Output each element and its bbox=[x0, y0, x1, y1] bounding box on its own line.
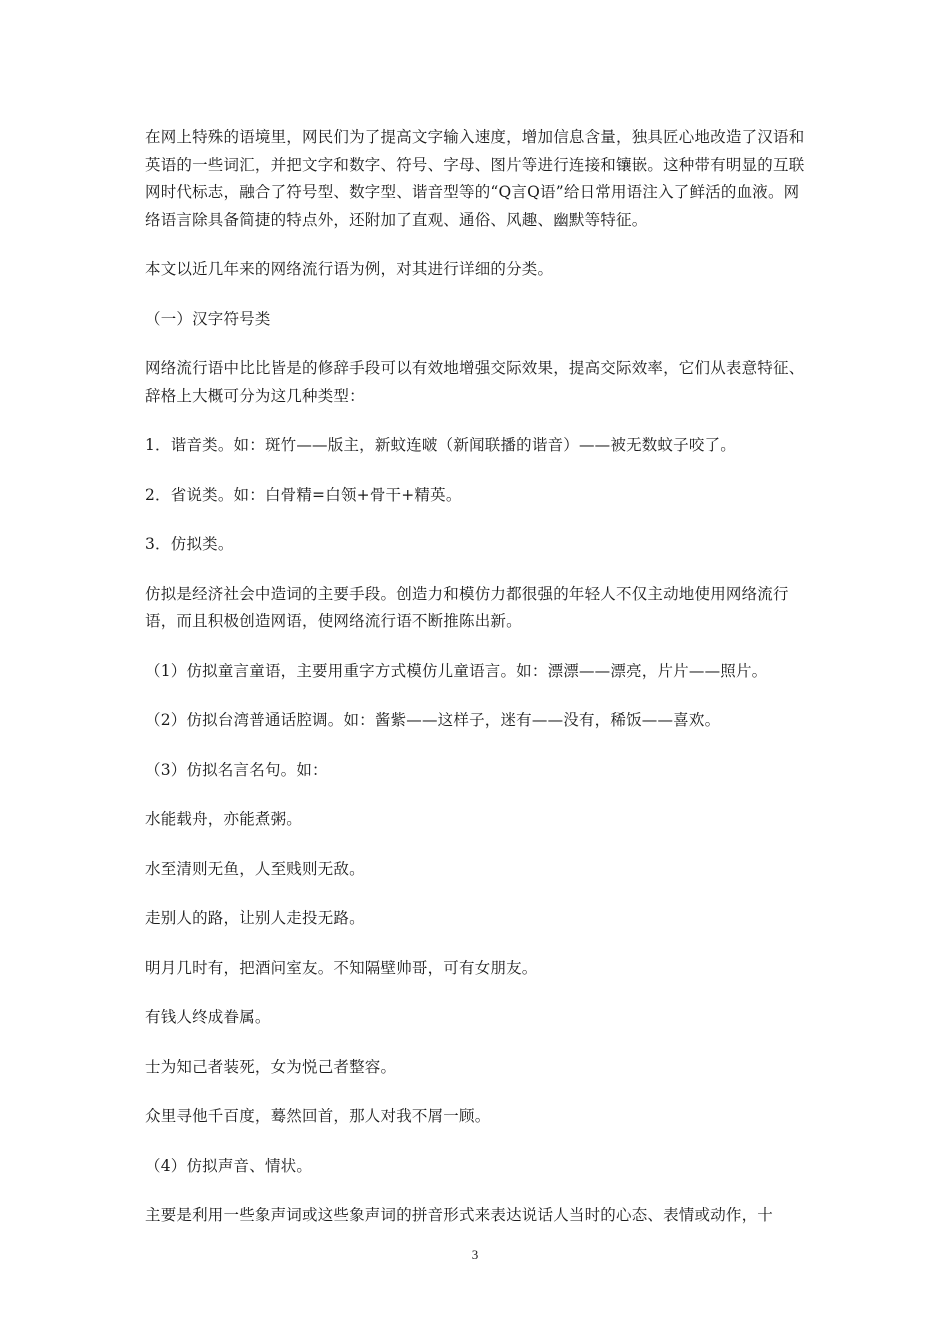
list-item-homophone: 1．谐音类。如：斑竹——版主，新蚊连啵（新闻联播的谐音）——被无数蚊子咬了。 bbox=[145, 436, 736, 454]
sub-item-child-speech: （1）仿拟童言童语，主要用重字方式模仿儿童语言。如：漂漂——漂亮，片片——照片。 bbox=[145, 661, 768, 680]
list-item-abbreviation: 2．省说类。如：白骨精=白领+骨干+精英。 bbox=[145, 485, 462, 504]
section-heading-chinese-symbols: （一）汉字符号类 bbox=[145, 309, 271, 328]
paragraph-intro: 在网上特殊的语境里，网民们为了提高文字输入速度，增加信息含量，独具匠心地改造了汉语和英语的一些词汇，并把文字和数字、符号、字母、图片等进行连接和镶嵌。这种带有明显的互联网时代标志，融合了符号型、数字型、谐音型等的“Q言Q语”给日常用语注入了鲜活的血液。网络语言除具备简捷的特点外，还附加了直观、通俗、风趣、幽默等特征。 bbox=[145, 128, 805, 229]
paragraph-imitation-intro: 仿拟是经济社会中造词的主要手段。创造力和模仿力都很强的年轻人不仅主动地使用网络流行语，而且积极创造网语，使网络流行语不断推陈出新。 bbox=[145, 584, 789, 630]
list-item-imitation: 3．仿拟类。 bbox=[145, 535, 234, 553]
paragraph-scope: 本文以近几年来的网络流行语为例，对其进行详细的分类。 bbox=[145, 260, 554, 278]
quote-line: 有钱人终成眷属。 bbox=[145, 1008, 271, 1026]
quote-line: 水至清则无鱼，人至贱则无敌。 bbox=[145, 859, 365, 878]
quote-line: 水能载舟，亦能煮粥。 bbox=[145, 810, 303, 828]
sub-item-famous-quotes: （3）仿拟名言名句。如： bbox=[145, 760, 328, 779]
quote-line: 众里寻他千百度，蓦然回首，那人对我不屑一顾。 bbox=[145, 1107, 491, 1125]
quote-line: 明月几时有，把酒问室友。不知隔壁帅哥，可有女朋友。 bbox=[145, 958, 538, 977]
paragraph-rhetoric: 网络流行语中比比皆是的修辞手段可以有效地增强交际效果，提高交际效率，它们从表意特征、辞格上大概可分为这几种类型： bbox=[145, 359, 805, 405]
sub-item-sound-imitation: （4）仿拟声音、情状。 bbox=[145, 1156, 313, 1175]
sub-item-taiwan-accent: （2）仿拟台湾普通话腔调。如：酱紫——这样子，迷有——没有，稀饭——喜欢。 bbox=[145, 711, 721, 729]
quote-line: 士为知己者装死，女为悦己者整容。 bbox=[145, 1057, 397, 1076]
paragraph-sound-imitation: 主要是利用一些象声词或这些象声词的拼音形式来表达说话人当时的心态、表情或动作，十 bbox=[145, 1206, 774, 1224]
document-body bbox=[145, 124, 810, 1230]
page-number: 3 bbox=[471, 1247, 479, 1262]
quote-line: 走别人的路，让别人走投无路。 bbox=[145, 909, 365, 927]
